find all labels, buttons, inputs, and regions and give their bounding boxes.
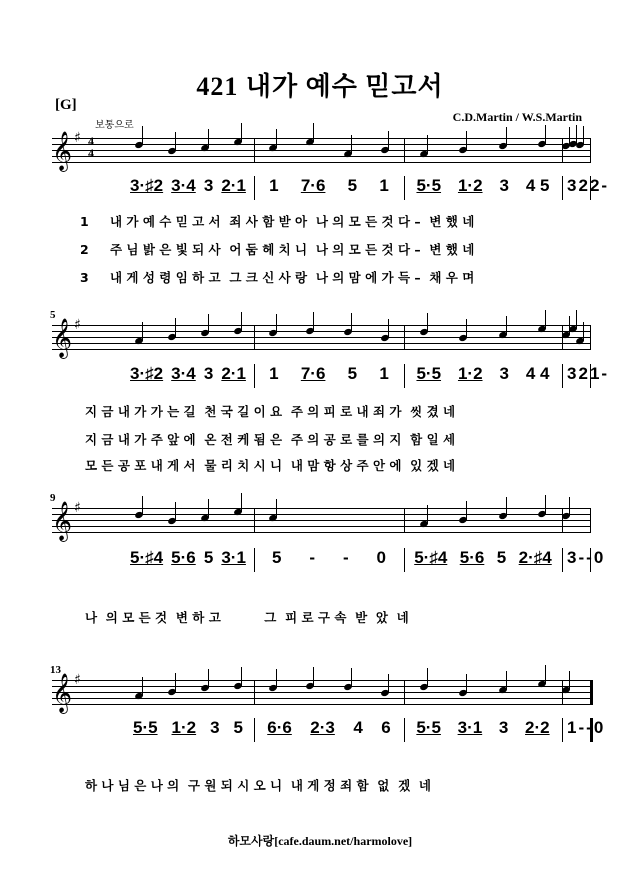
lyric-text: 나 의 모 든 것 변 하 고 그 피 로 구 속 받 았 네 [85, 610, 409, 625]
verse-number: 2 [80, 242, 89, 257]
lyric-text: 내 게 성 령 임 하 고 그 크 신 사 랑 나 의 맘 에 가 득 – 채 우 며 [110, 270, 475, 285]
barline [254, 138, 255, 163]
notation-token: - [578, 548, 585, 567]
note-stem [427, 668, 428, 687]
notation-token: - [309, 548, 316, 567]
barline [254, 325, 255, 350]
notation-token: 3 [499, 364, 509, 383]
notation-token: 0 [376, 548, 386, 567]
barline [404, 176, 405, 200]
barline [562, 548, 563, 572]
notation-token: 5 [203, 548, 214, 567]
note-stem [142, 126, 143, 145]
notation-token: 3·4 [171, 176, 196, 195]
verse-number: 1 [80, 214, 89, 229]
verse-number: 3 [80, 270, 89, 285]
note-stem [276, 499, 277, 518]
key-sharp-icon: ♯ [74, 317, 81, 333]
lyric-line [80, 212, 590, 230]
time-signature: 4 4 [88, 134, 94, 160]
notation-token: 2 [589, 176, 600, 195]
measure [126, 548, 250, 576]
lyric-line [85, 776, 595, 794]
measure [258, 718, 400, 746]
note-stem [583, 322, 584, 341]
notation-token: 3·1 [457, 718, 483, 737]
barline [404, 138, 405, 163]
treble-clef-icon [50, 128, 74, 172]
note-stem [506, 497, 507, 516]
note-stem [388, 319, 389, 338]
numbered-notation-row [52, 548, 604, 576]
notation-token: 0 [593, 548, 604, 567]
note-stem [241, 123, 242, 142]
note-stem [175, 673, 176, 692]
lyric-line [85, 402, 595, 420]
measure [258, 548, 400, 576]
note-stem [388, 674, 389, 693]
notation-token: 3 [567, 364, 577, 383]
key-sharp-icon: ♯ [74, 672, 81, 688]
staff [52, 500, 590, 540]
notation-token: 1 [269, 176, 279, 195]
note-stem [241, 667, 242, 686]
note-stem [208, 129, 209, 148]
measure-number: 13 [50, 664, 61, 676]
barline [404, 508, 405, 533]
notation-token: 3 [203, 364, 214, 383]
notation-token: 1 [567, 718, 577, 737]
note-stem [276, 669, 277, 688]
notation-token: 1 [379, 176, 389, 195]
numbered-notation-row [52, 718, 604, 746]
note-stem [506, 316, 507, 335]
notation-token: - [578, 718, 585, 737]
notation-token: 2·1 [221, 364, 246, 383]
note-stem [427, 135, 428, 154]
notation-token: 4 [353, 718, 363, 737]
note-stem [142, 677, 143, 696]
barline [562, 176, 563, 200]
measure [126, 364, 250, 392]
measure-number: 5 [50, 309, 56, 321]
lyric-line [80, 268, 590, 286]
notation-token: 2·3 [310, 718, 335, 737]
note-stem [351, 313, 352, 332]
notation-token: 1·2 [457, 364, 483, 383]
notation-token: 5·5 [416, 176, 442, 195]
note-stem [142, 496, 143, 515]
notation-token: 1 [269, 364, 279, 383]
lyric-text: 모 든 공 포 내 게 서 물 리 치 시 니 내 맘 항 상 주 안 에 있 겠 네 [85, 458, 456, 473]
measure [408, 364, 558, 392]
lyric-text: 하 나 님 은 나 의 구 원 되 시 오 니 내 게 정 죄 함 없 겠 네 [85, 778, 431, 793]
lyric-line [85, 608, 595, 626]
note-stem [175, 318, 176, 337]
svg-text:𝄞: 𝄞 [52, 675, 73, 712]
note-stem [142, 322, 143, 341]
note-stem [388, 131, 389, 150]
note-stem [506, 671, 507, 690]
notation-token: 2 [578, 176, 588, 195]
staff [52, 130, 590, 170]
notation-token: 3·4 [171, 364, 196, 383]
notation-token: 3·1 [221, 548, 246, 567]
notation-token: 5·♯4 [414, 548, 448, 567]
numbered-notation-row [52, 176, 608, 204]
note-stem [545, 665, 546, 684]
staff [52, 317, 590, 357]
barline [404, 680, 405, 705]
notation-token: 5 [347, 176, 358, 195]
notation-token: 2 [578, 364, 588, 383]
lyric-text: 지 금 내 가 가 는 길 천 국 길 이 요 주 의 피 로 내 죄 가 씻 겼 네 [85, 404, 456, 419]
notation-token: 5·6 [171, 548, 196, 567]
notation-token: 5·♯4 [130, 548, 164, 567]
notation-token: 5 [271, 548, 282, 567]
notation-token: 3·♯2 [130, 176, 164, 195]
note-stem [576, 310, 577, 329]
notation-token: 3 [567, 548, 577, 567]
note-stem [351, 668, 352, 687]
note-stem [351, 135, 352, 154]
rest-icon [380, 516, 390, 524]
lyric-text: 지 금 내 가 주 앞 에 온 전 케 됨 은 주 의 공 로 를 의 지 함 일 세 [85, 432, 456, 447]
notation-token: 0 [593, 718, 604, 737]
svg-text:𝄞: 𝄞 [52, 133, 73, 170]
notation-token: 4 5 [525, 176, 550, 195]
notation-token: 3 [567, 176, 577, 195]
tempo-marking: 보통으로 [95, 120, 134, 131]
measure [258, 364, 400, 392]
barline [254, 176, 255, 200]
notation-token: - [586, 548, 592, 567]
note-stem [569, 316, 570, 335]
note-stem [276, 129, 277, 148]
note-stem [175, 132, 176, 151]
notation-token: 3·♯2 [130, 364, 164, 383]
notation-token: 4 4 [525, 364, 550, 383]
key-sharp-icon: ♯ [74, 130, 81, 146]
notation-token: 3 [210, 718, 220, 737]
svg-text:𝄞: 𝄞 [52, 503, 73, 540]
note-stem [466, 674, 467, 693]
measure-number: 9 [50, 492, 56, 504]
lyric-text: 주 님 밝 은 빛 되 사 어 둠 헤 치 니 나 의 모 든 것 다 – 변 했 네 [110, 242, 475, 257]
barline [404, 548, 405, 572]
measure [126, 176, 250, 204]
notation-token: 5·5 [132, 718, 158, 737]
footer-credit: 하모사랑[cafe.daum.net/harmolove] [227, 834, 413, 848]
key-signature-label: [G] [55, 97, 77, 113]
measure [566, 718, 604, 746]
note-stem [576, 125, 577, 144]
measure [408, 718, 558, 746]
note-stem [583, 126, 584, 145]
notation-token: 1·2 [457, 176, 483, 195]
lyric-line [85, 456, 595, 474]
treble-clef-icon [50, 315, 74, 359]
lyric-line [80, 240, 590, 258]
barline [404, 364, 405, 388]
barline [590, 138, 591, 163]
composer-credit: C.D.Martin / W.S.Martin [452, 110, 582, 124]
note-stem [313, 667, 314, 686]
barline [254, 548, 255, 572]
note-stem [208, 314, 209, 333]
measure [408, 548, 558, 576]
note-stem [241, 312, 242, 331]
notation-token: 2·♯4 [518, 548, 552, 567]
note-stem [313, 312, 314, 331]
notation-token: - [601, 364, 608, 383]
lyric-line [85, 430, 595, 448]
barline [254, 508, 255, 533]
barline [254, 680, 255, 705]
note-stem [427, 313, 428, 332]
note-stem [427, 505, 428, 524]
notation-token: 6 [381, 718, 391, 737]
notation-token: 3 [499, 176, 509, 195]
barline [254, 718, 255, 742]
treble-clef-icon [50, 498, 74, 542]
measure [566, 364, 608, 392]
notation-token: 5 [496, 548, 507, 567]
notation-token: - [342, 548, 349, 567]
barline [254, 364, 255, 388]
note-stem [569, 497, 570, 516]
notation-token: 5·5 [416, 718, 441, 737]
notation-token: - [586, 718, 592, 737]
barline [590, 325, 591, 350]
lyric-text: 내 가 예 수 믿 고 서 죄 사 함 받 아 나 의 모 든 것 다 – 변 했 네 [110, 214, 475, 229]
measure [566, 548, 604, 576]
notation-token: 5·5 [416, 364, 442, 383]
barline [562, 718, 563, 742]
page-title: 421 내가 예수 믿고서 [196, 72, 444, 101]
note-stem [569, 671, 570, 690]
svg-text:𝄞: 𝄞 [52, 320, 73, 357]
measure [126, 718, 250, 746]
notation-token: 2·2 [525, 718, 550, 737]
note-stem [313, 123, 314, 142]
note-stem [208, 669, 209, 688]
notation-token: 5·6 [459, 548, 485, 567]
note-stem [545, 125, 546, 144]
note-stem [466, 131, 467, 150]
measure [566, 176, 608, 204]
notation-token: - [601, 176, 608, 195]
notation-token: 1·2 [171, 718, 197, 737]
note-stem [506, 127, 507, 146]
barline [562, 138, 563, 163]
notation-token: 7·6 [300, 176, 326, 195]
barline [404, 325, 405, 350]
note-stem [175, 502, 176, 521]
staff [52, 672, 590, 712]
note-stem [545, 495, 546, 514]
notation-token: 2·1 [221, 176, 246, 195]
notation-token: 6·6 [267, 718, 292, 737]
barline [404, 718, 405, 742]
note-stem [466, 501, 467, 520]
notation-token: 3 [203, 176, 214, 195]
notation-token: 3 [498, 718, 509, 737]
notation-token: 1 [379, 364, 389, 383]
barline [562, 364, 563, 388]
notation-token: 5 [347, 364, 358, 383]
notation-token: 1 [589, 364, 600, 383]
note-stem [241, 493, 242, 512]
note-stem [208, 499, 209, 518]
barline [562, 508, 563, 533]
key-sharp-icon: ♯ [74, 500, 81, 516]
treble-clef-icon [50, 670, 74, 714]
notation-token: 5 [233, 718, 243, 737]
measure [258, 176, 400, 204]
notation-token: 7·6 [300, 364, 326, 383]
numbered-notation-row [52, 364, 608, 392]
measure [408, 176, 558, 204]
note-stem [545, 310, 546, 329]
note-stem [466, 319, 467, 338]
note-stem [276, 314, 277, 333]
